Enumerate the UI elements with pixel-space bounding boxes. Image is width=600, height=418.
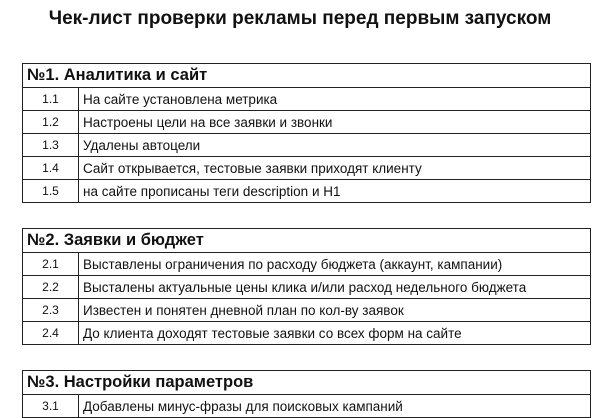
item-number: 2.4 (23, 322, 79, 345)
item-text: Выставлены ограничения по расходу бюджета (аккаунт, кампании) (79, 253, 591, 276)
item-text: Удалены автоцели (79, 134, 591, 157)
item-number: 2.1 (23, 253, 79, 276)
table-row (23, 276, 591, 299)
table-row (23, 88, 591, 111)
item-text: Сайт открывается, тестовые заявки приходят клиенту (79, 157, 591, 180)
item-number: 1.4 (23, 157, 79, 180)
item-text: Известен и понятен дневной план по кол-ву заявок (79, 299, 591, 322)
checklist-section-3 (22, 370, 591, 418)
section-header: №3. Настройки параметров (23, 371, 591, 395)
table-row (23, 395, 591, 418)
section-header-row (23, 371, 591, 395)
item-text: Высталены актуальные цены клика и/или расход недельного бюджета (79, 276, 591, 299)
item-number: 1.1 (23, 88, 79, 111)
table-row (23, 180, 591, 203)
item-text: На сайте установлена метрика (79, 88, 591, 111)
item-number: 2.2 (23, 276, 79, 299)
item-number: 2.3 (23, 299, 79, 322)
table-row (23, 322, 591, 345)
section-header-row (23, 229, 591, 253)
item-number: 1.5 (23, 180, 79, 203)
checklist-section-2 (22, 228, 591, 345)
item-text: До клиента доходят тестовые заявки со всех форм на сайте (79, 322, 591, 345)
item-text: Настроены цели на все заявки и звонки (79, 111, 591, 134)
table-row (23, 253, 591, 276)
table-row (23, 111, 591, 134)
item-number: 1.3 (23, 134, 79, 157)
section-header-row (23, 64, 591, 88)
table-row (23, 157, 591, 180)
section-header: №1. Аналитика и сайт (23, 64, 591, 88)
section-header: №2. Заявки и бюджет (23, 229, 591, 253)
item-text: Добавлены минус-фразы для поисковых кампаний (79, 395, 591, 418)
item-number: 1.2 (23, 111, 79, 134)
table-row (23, 299, 591, 322)
table-row (23, 134, 591, 157)
item-text: на сайте прописаны теги description и H1 (79, 180, 591, 203)
checklist-section-1 (22, 63, 591, 203)
item-number: 3.1 (23, 395, 79, 418)
page-title: Чек-лист проверки рекламы перед первым запуском (48, 8, 552, 29)
